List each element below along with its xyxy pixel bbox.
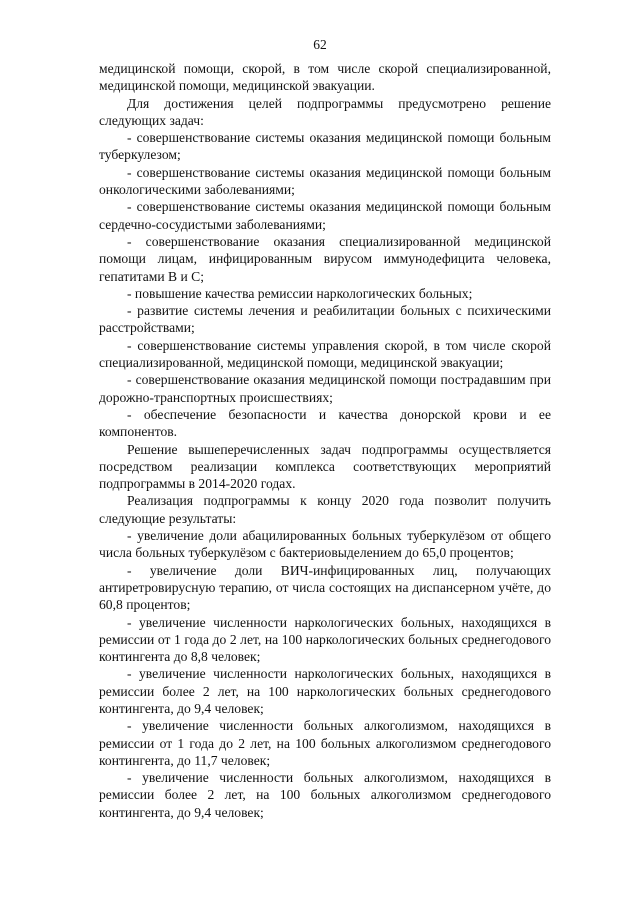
list-item-task: - совершенствование системы управления скорой, в том числе скорой специализированной, медицинской помощи, медицинской эвакуации; bbox=[99, 337, 551, 371]
list-item-result: - увеличение численности наркологических больных, находящихся в ремиссии от 1 года до 2 лет, на 100 наркологических больных среднегодового контингента до 8,8 человек; bbox=[99, 614, 551, 665]
list-item-result: - увеличение доли абацилированных больных туберкулёзом от общего числа больных туберкулёзом с бактериовыделением до 65,0 процентов; bbox=[99, 528, 551, 561]
document-body bbox=[99, 60, 551, 821]
list-item-result: - увеличение численности больных алкоголизмом, находящихся в ремиссии более 2 лет, на 100 больных алкоголизмом среднегодового контингента, до 9,4 человек; bbox=[99, 770, 551, 820]
list-item-task: - совершенствование системы оказания медицинской помощи больным сердечно-сосудистыми заболеваниями; bbox=[99, 199, 551, 232]
list-item-result: - увеличение доли ВИЧ-инфицированных лиц, получающих антиретровирусную терапию, от числа состоящих на диспансерном учёте, до 60,8 процентов; bbox=[99, 562, 551, 613]
list-item-task: - совершенствование системы оказания медицинской помощи больным онкологическими заболеваниями; bbox=[99, 164, 551, 198]
list-item-result: - увеличение численности наркологических больных, находящихся в ремиссии более 2 лет, на 100 наркологических больных среднегодового контингента, до 9,4 человек; bbox=[99, 666, 551, 716]
list-item-task: - совершенствование оказания медицинской помощи пострадавшим при дорожно-транспортных происшествиях; bbox=[99, 372, 551, 405]
paragraph-tasks-intro: Для достижения целей подпрограммы предусмотрено решение следующих задач: bbox=[99, 95, 551, 128]
list-item-task: - совершенствование оказания специализированной медицинской помощи лицам, инфицированным вирусом иммунодефицита человека, гепатитами В и С; bbox=[99, 233, 551, 284]
list-item-task: - повышение качества ремиссии наркологических больных; bbox=[127, 285, 473, 301]
paragraph-results-intro: Реализация подпрограммы к концу 2020 года позволит получить следующие результаты: bbox=[99, 493, 551, 526]
page-number: 62 bbox=[313, 37, 327, 52]
list-item-task: - обеспечение безопасности и качества донорской крови и ее компонентов. bbox=[99, 406, 551, 440]
list-item-task: - совершенствование системы оказания медицинской помощи больным туберкулезом; bbox=[99, 130, 551, 163]
list-item-result: - увеличение численности больных алкоголизмом, находящихся в ремиссии от 1 года до 2 лет, на 100 больных алкоголизмом среднегодового контингента, до 11,7 человек; bbox=[99, 718, 551, 768]
paragraph-intro-continuation: медицинской помощи, скорой, в том числе скорой специализированной, медицинской помощи, медицинской эвакуации. bbox=[99, 61, 551, 94]
list-item-task: - развитие системы лечения и реабилитации больных с психическими расстройствами; bbox=[99, 303, 551, 336]
paragraph-solution: Решение вышеперечисленных задач подпрограммы осуществляется посредством реализации комплекса соответствующих мероприятий подпрограммы в 2014-2020 годах. bbox=[99, 441, 551, 492]
